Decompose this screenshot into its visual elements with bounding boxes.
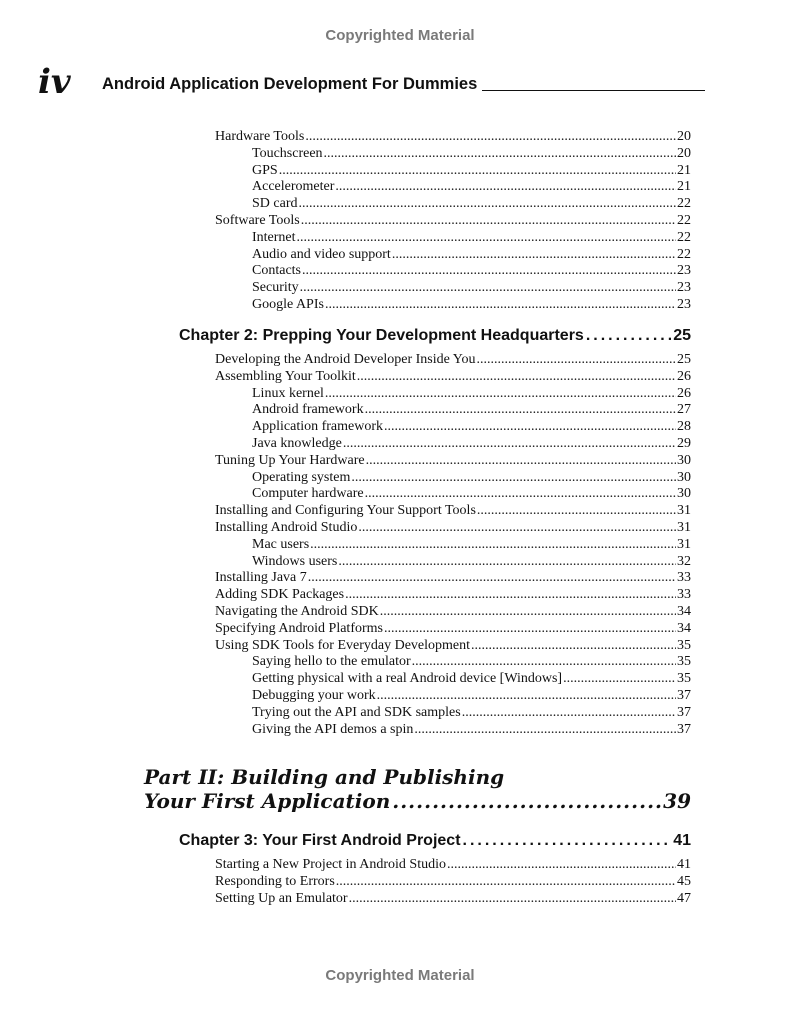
entry-title: Navigating the Android SDK <box>215 604 379 619</box>
dot-leader <box>301 212 676 229</box>
dot-leader <box>305 128 676 145</box>
entry-page: 21 <box>677 162 691 178</box>
dot-leader <box>338 553 676 570</box>
toc-entry[interactable] <box>252 145 691 162</box>
dot-leader <box>345 586 676 603</box>
toc-entry[interactable] <box>252 162 691 179</box>
toc-entry[interactable] <box>252 418 691 435</box>
entry-title: Google APIs <box>252 297 324 312</box>
toc-entry[interactable] <box>252 670 691 687</box>
entry-page: 21 <box>677 179 691 195</box>
entry-title: Audio and video support <box>252 246 391 262</box>
toc-entry[interactable] <box>252 229 691 246</box>
part-title-line2: Your First Application <box>144 789 391 813</box>
entry-title: Security <box>252 280 299 296</box>
entry-page: 37 <box>677 704 691 720</box>
dot-leader <box>377 687 676 704</box>
toc-entry[interactable] <box>215 856 691 873</box>
dot-leader <box>343 435 676 452</box>
entry-page: 31 <box>677 536 691 552</box>
dot-leader <box>392 246 676 263</box>
chapter-page: 41 <box>673 832 691 849</box>
running-head <box>102 74 705 94</box>
dot-leader <box>308 569 676 586</box>
toc-entry[interactable] <box>252 553 691 570</box>
entry-page: 28 <box>677 419 691 435</box>
toc-entry[interactable] <box>252 401 691 418</box>
entry-page: 22 <box>677 246 691 262</box>
entry-title: SD card <box>252 196 298 212</box>
toc-entry[interactable] <box>215 502 691 519</box>
entry-page: 30 <box>677 469 691 485</box>
dot-leader <box>351 469 676 486</box>
toc-entry[interactable] <box>252 653 691 670</box>
entry-page: 35 <box>677 637 691 653</box>
toc-entry[interactable] <box>252 435 691 452</box>
entry-page: 27 <box>677 402 691 418</box>
dot-leader <box>310 536 676 553</box>
entry-page: 31 <box>677 503 691 519</box>
dot-leader <box>380 603 676 620</box>
entry-page: 35 <box>677 654 691 670</box>
toc-entry[interactable] <box>215 637 691 654</box>
toc-entry[interactable] <box>215 586 691 603</box>
toc-entry[interactable] <box>215 351 691 368</box>
toc-entry[interactable] <box>215 212 691 229</box>
entry-page: 47 <box>677 890 691 906</box>
dot-leader <box>324 145 676 162</box>
dot-leader <box>477 502 676 519</box>
entry-page: 45 <box>677 873 691 889</box>
toc-entry[interactable] <box>215 620 691 637</box>
entry-title: Specifying Android Platforms <box>215 620 383 636</box>
dot-leader <box>297 229 676 246</box>
dot-leader <box>325 385 676 402</box>
dot-leader <box>384 620 676 637</box>
dot-leader <box>477 351 676 368</box>
entry-title: Giving the API demos a spin <box>252 721 414 737</box>
entry-title: Mac users <box>252 536 310 552</box>
part-title-line1: Part II: Building and Publishing <box>144 765 505 789</box>
toc-entry[interactable] <box>252 279 691 296</box>
toc-entry[interactable] <box>252 195 691 212</box>
dot-leader <box>325 296 676 313</box>
entry-title: Android framework <box>252 402 364 418</box>
entry-title: Adding SDK Packages <box>215 587 345 603</box>
chapter-title: Chapter 3: Your First Android Project <box>179 832 461 849</box>
dot-leader <box>392 789 661 813</box>
dot-leader <box>358 519 676 536</box>
entry-page: 20 <box>677 145 691 161</box>
toc-entry[interactable] <box>252 536 691 553</box>
entry-page: 32 <box>677 553 691 569</box>
toc-entry[interactable] <box>252 469 691 486</box>
entry-title: Computer hardware <box>252 486 364 502</box>
entry-page: 33 <box>677 570 691 586</box>
entry-title: Installing Android Studio <box>215 520 358 535</box>
entry-page: 37 <box>677 721 691 737</box>
entry-title: Touchscreen <box>252 145 323 161</box>
entry-page: 41 <box>677 857 691 872</box>
entry-page: 23 <box>677 280 691 296</box>
dot-leader <box>412 653 676 670</box>
entry-page: 26 <box>677 368 691 384</box>
dot-leader <box>357 368 676 385</box>
entry-page: 20 <box>677 129 691 144</box>
toc-entry[interactable] <box>252 296 691 313</box>
dot-leader <box>365 485 676 502</box>
dot-leader <box>349 890 676 907</box>
entry-title: Application framework <box>252 419 384 435</box>
dot-leader <box>365 401 676 418</box>
entry-title: Installing Java 7 <box>215 570 307 586</box>
toc-entry[interactable] <box>215 569 691 586</box>
entry-page: 22 <box>677 229 691 245</box>
dot-leader <box>366 452 676 469</box>
toc-entry[interactable] <box>252 385 691 402</box>
entry-page: 25 <box>677 352 691 367</box>
entry-page: 23 <box>677 263 691 279</box>
entry-title: Installing and Configuring Your Support Tools <box>215 503 476 519</box>
entry-page: 22 <box>677 196 691 212</box>
entry-title: Contacts <box>252 263 301 279</box>
entry-title: Responding to Errors <box>215 873 335 889</box>
toc-entry[interactable] <box>252 485 691 502</box>
dot-leader <box>471 637 676 654</box>
page-number: iv <box>38 62 71 102</box>
dot-leader <box>336 873 676 890</box>
toc-entry[interactable] <box>215 452 691 469</box>
entry-title: Java knowledge <box>252 436 342 451</box>
toc-entry[interactable] <box>215 368 691 385</box>
entry-title: Tuning Up Your Hardware <box>215 452 365 468</box>
part-2-heading[interactable] <box>144 765 691 813</box>
toc-entry[interactable] <box>252 721 691 738</box>
entry-title: Debugging your work <box>252 688 376 703</box>
chapter-title: Chapter 2: Prepping Your Development Headquarters <box>179 327 584 344</box>
entry-page: 34 <box>677 620 691 636</box>
entry-title: Using SDK Tools for Everyday Development <box>215 637 471 653</box>
entry-title: Windows users <box>252 553 338 569</box>
dot-leader <box>300 279 676 296</box>
entry-title: Hardware Tools <box>215 129 305 144</box>
entry-page: 23 <box>677 297 691 312</box>
entry-title: GPS <box>252 162 278 178</box>
entry-title: Internet <box>252 229 296 245</box>
header-rule <box>482 90 705 91</box>
dot-leader <box>563 670 676 687</box>
entry-title: Software Tools <box>215 213 300 228</box>
entry-page: 30 <box>677 452 691 468</box>
dot-leader <box>463 831 672 851</box>
book-title: Android Application Development For Dummies <box>102 75 478 93</box>
chapter-3-heading[interactable] <box>179 831 691 851</box>
entry-page: 35 <box>677 671 691 687</box>
chapter-2-heading[interactable] <box>179 326 691 346</box>
entry-title: Setting Up an Emulator <box>215 890 348 906</box>
chapter-page: 25 <box>673 327 691 344</box>
entry-title: Developing the Android Developer Inside You <box>215 352 476 367</box>
entry-title: Getting physical with a real Android device [Windows] <box>252 671 563 687</box>
dot-leader <box>302 262 676 279</box>
entry-title: Operating system <box>252 469 351 485</box>
dot-leader <box>279 162 676 179</box>
entry-title: Assembling Your Toolkit <box>215 368 356 384</box>
copyright-watermark-bottom: Copyrighted Material <box>325 967 475 984</box>
dot-leader <box>586 326 671 346</box>
toc-entry[interactable] <box>252 262 691 279</box>
dot-leader <box>462 704 676 721</box>
dot-leader <box>447 856 676 873</box>
part-page: 39 <box>663 789 691 813</box>
entry-page: 31 <box>677 520 691 535</box>
toc-entry[interactable] <box>252 704 691 721</box>
toc-entry[interactable] <box>215 519 691 536</box>
toc-entry[interactable] <box>252 246 691 263</box>
toc-entry[interactable] <box>252 178 691 195</box>
dot-leader <box>335 178 676 195</box>
entry-title: Accelerometer <box>252 179 335 195</box>
toc-entry[interactable] <box>215 603 691 620</box>
dot-leader <box>384 418 676 435</box>
toc-entry[interactable] <box>215 873 691 890</box>
entry-title: Saying hello to the emulator <box>252 654 411 670</box>
entry-page: 30 <box>677 486 691 502</box>
dot-leader <box>299 195 677 212</box>
toc-entry[interactable] <box>215 890 691 907</box>
entry-page: 37 <box>677 688 691 703</box>
copyright-watermark-top: Copyrighted Material <box>325 27 475 44</box>
entry-page: 33 <box>677 587 691 603</box>
entry-title: Linux kernel <box>252 385 324 401</box>
entry-page: 34 <box>677 604 691 619</box>
entry-title: Starting a New Project in Android Studio <box>215 857 446 872</box>
dot-leader <box>414 721 676 738</box>
entry-page: 22 <box>677 213 691 228</box>
entry-page: 29 <box>677 436 691 451</box>
toc-entry[interactable] <box>215 128 691 145</box>
entry-page: 26 <box>677 385 691 401</box>
toc-entry[interactable] <box>252 687 691 704</box>
entry-title: Trying out the API and SDK samples <box>252 704 461 720</box>
